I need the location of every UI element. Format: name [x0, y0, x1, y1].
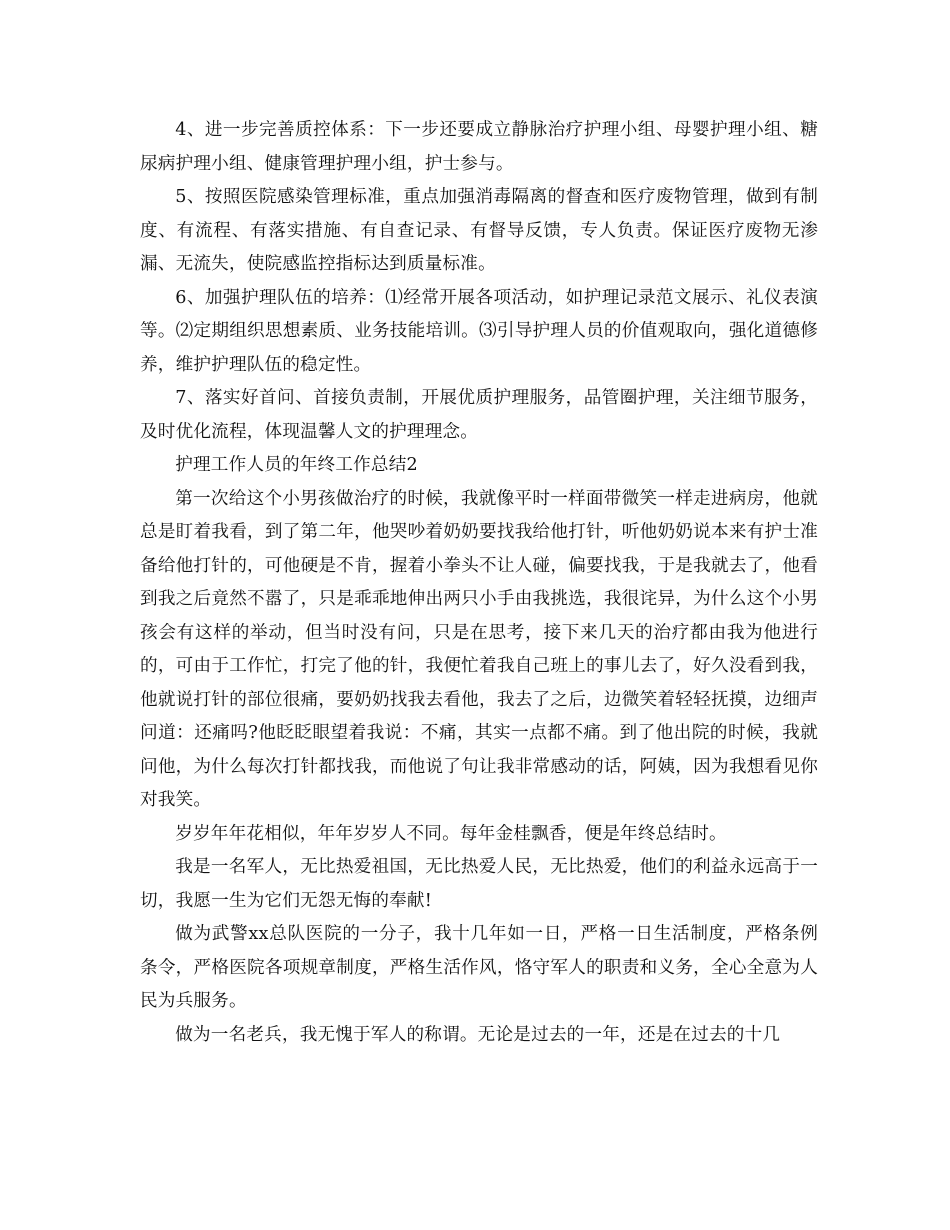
section-heading: 护理工作人员的年终工作总结2	[175, 455, 418, 475]
paragraph-veteran: 做为一名老兵，我无愧于军人的称谓。无论是过去的一年，还是在过去的十几	[175, 1024, 781, 1045]
paragraph-item-5: 5、按照医院感染管理标准，重点加强消毒隔离的督查和医疗废物管理，做到有制度、有流程、有落实措施、有自查记录、有督导反馈，专人负责。保证医疗废物无渗漏、无流失，使院感监控指标达到质量标准。	[140, 187, 818, 274]
paragraph-item-7: 7、落实好首问、首接负责制，开展优质护理服务，品管圈护理，关注细节服务，及时优化流程，体现温馨人文的护理理念。	[140, 388, 818, 442]
paragraph-hospital-member: 做为武警xx总队医院的一分子，我十几年如一日，严格一日生活制度，严格条例条令，严格医院各项规章制度，严格生活作风，恪守军人的职责和义务，全心全意为人民为兵服务。	[140, 924, 818, 1011]
paragraph-story: 第一次给这个小男孩做治疗的时候，我就像平时一样面带微笑一样走进病房，他就总是盯着我看，到了第二年，他哭吵着奶奶要找我给他打针，听他奶奶说本来有护士准备给他打针的，可他硬是不肯，握着小拳头不让人碰，偏要找我，于是我就去了，他看到我之后竟然不嚣了，只是乖乖地伸出两只小手由我挑选，我很诧异，为什么这个小男孩会有这样的举动，但当时没有问，只是在思考，接下来几天的治疗都由我为他进行的，可由于工作忙，打完了他的针，我便忙着我自己班上的事儿去了，好久没看到我，他就说打针的部位很痛，要奶奶找我去看他，我去了之后，边微笑着轻轻抚摸，边细声问道：还痛吗?他眨眨眼望着我说：不痛，其实一点都不痛。到了他出院的时候，我就问他，为什么每次打针都找我，而他说了句让我非常感动的话，阿姨，因为我想看见你对我笑。	[140, 488, 818, 810]
paragraph-year-end: 岁岁年年花相似，年年岁岁人不同。每年金桂飘香，便是年终总结时。	[175, 823, 727, 844]
document-body	[140, 114, 818, 1052]
paragraph-item-6: 6、加强护理队伍的培养：⑴经常开展各项活动，如护理记录范文展示、礼仪表演等。⑵定期组织思想素质、业务技能培训。⑶引导护理人员的价值观取向，强化道德修养，维护护理队伍的稳定性。	[140, 287, 818, 375]
paragraph-item-4: 4、进一步完善质控体系：下一步还要成立静脉治疗护理小组、母婴护理小组、糖尿病护理小组、健康管理护理小组，护士参与。	[140, 120, 818, 174]
paragraph-soldier: 我是一名军人，无比热爱祖国，无比热爱人民，无比热爱，他们的利益永远高于一切，我愿一生为它们无怨无悔的奉献!	[140, 857, 818, 911]
